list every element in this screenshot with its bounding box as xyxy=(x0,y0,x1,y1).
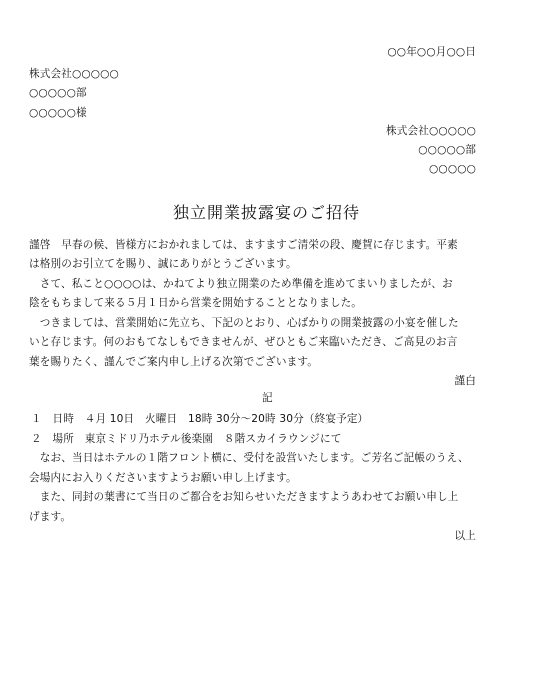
body-line: 葉を賜りたく、謹んでご案内申し上げる次第でございます。 xyxy=(29,356,319,368)
sender-name: ○○○○○ xyxy=(429,163,476,175)
body-line: は格別のお引立てを賜り、誠にありがとうございます。 xyxy=(29,258,297,270)
recipient-department: ○○○○○部 xyxy=(29,87,87,99)
body-line: いと存じます。何のおもてなしもできませんが、ぜひともご来臨いただき、ご高見のお言 xyxy=(29,336,458,348)
ki-heading: 記 xyxy=(262,392,273,404)
closing-word: 謹白 xyxy=(454,375,476,387)
recipient-company: 株式会社○○○○○ xyxy=(29,68,119,80)
recipient-name: ○○○○○様 xyxy=(29,107,87,119)
body-line: 謹啓 早春の候、皆様方におかれましては、ますますご清栄の段、慶賀に存じます。平素 xyxy=(29,239,458,251)
detail-item-location: ２ 場所 東京ミドリ乃ホテル後楽園 ８階スカイラウンジにて xyxy=(31,433,342,445)
note-line: なお、当日はホテルの１階フロント横に、受付を設営いたします。ご芳名ご記帳のうえ、 xyxy=(29,452,469,464)
end-word: 以上 xyxy=(454,530,476,542)
detail-item-datetime: １ 日時 ４月 10日 火曜日 18時 30分～20時 30分（終宴予定） xyxy=(31,413,369,425)
letter-date: ○○年○○月○○日 xyxy=(387,46,476,58)
body-line: さて、私こと○○○○は、かねてより独立開業のため準備を進めてまいりましたが、お xyxy=(29,278,453,290)
note-line: また、同封の葉書にて当日のご都合をお知らせいただきますようあわせてお願い申し上 xyxy=(29,491,459,503)
note-line: 会場内にお入りくださいますようお願い申し上げます。 xyxy=(29,472,297,484)
body-line: 陰をもちまして来る５月１日から営業を開始することとなりました。 xyxy=(29,297,363,309)
sender-department: ○○○○○部 xyxy=(418,144,476,156)
note-line: げます。 xyxy=(29,511,72,523)
letter-title: 独立開業披露宴のご招待 xyxy=(172,203,360,222)
body-line: つきましては、営業開始に先立ち、下記のとおり、心ばかりの開業披露の小宴を催した xyxy=(29,317,459,329)
sender-company: 株式会社○○○○○ xyxy=(386,125,476,137)
